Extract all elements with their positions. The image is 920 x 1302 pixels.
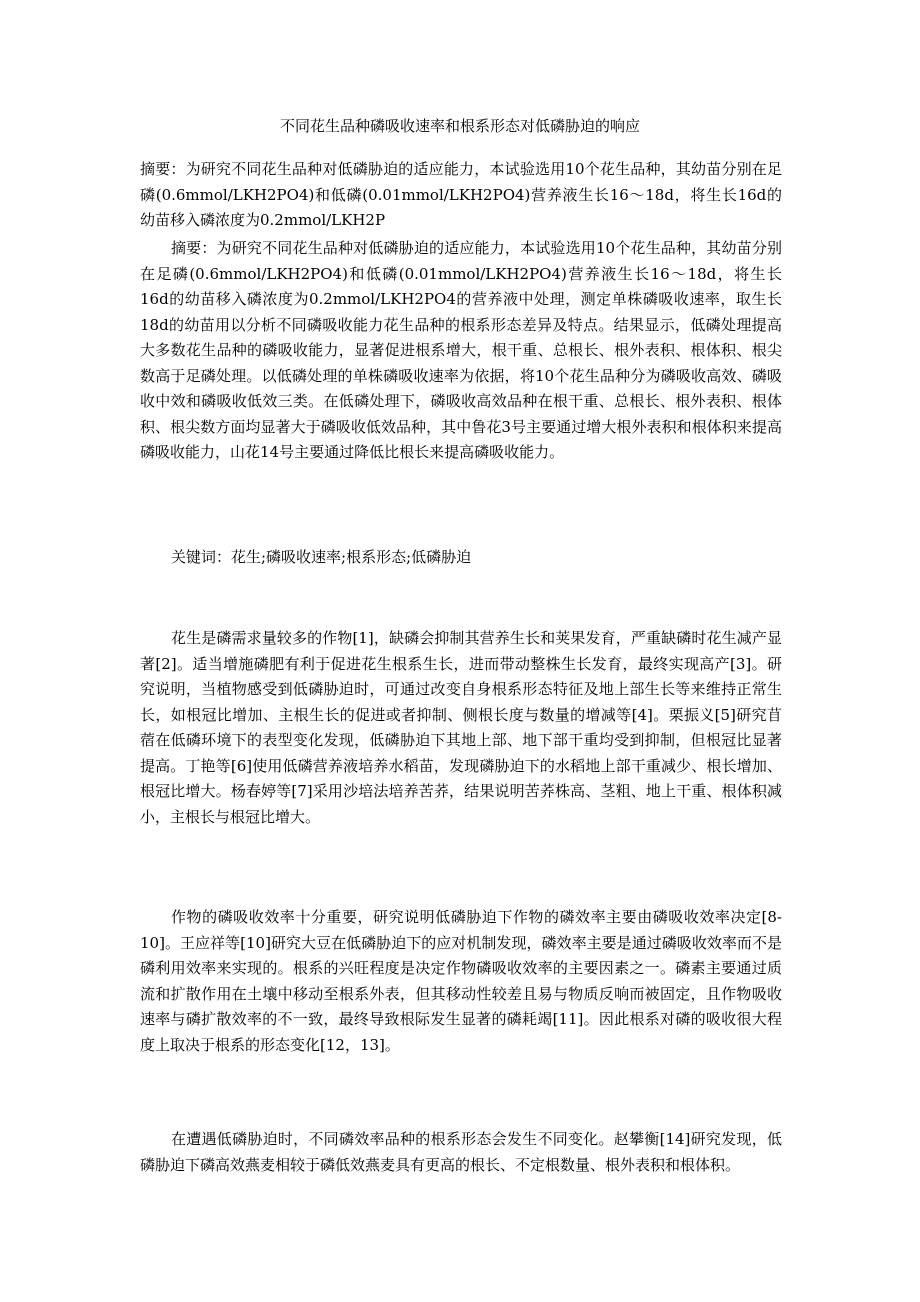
abstract-paragraph: 摘要：为研究不同花生品种对低磷胁迫的适应能力，本试验选用10个花生品种，其幼苗分别在足磷(0.6mmol/LKH2PO4)和低磷(0.01mmol/LKH2PO4)营养液生长16～18d，将生长16d的幼苗移入磷浓度为0.2mmol/LKH2PO4的营养液中处理，测定单株磷吸收速率，取生长18d的幼苗用以分析不同磷吸收能力花生品种的根系形态差异及特点。结果显示，低磷处理提高大多数花生品种的磷吸收能力，显著促进根系增大，根干重、总根长、根外表积、根体积、根尖数高于足磷处理。以低磷处理的单株磷吸收速率为依据，将10个花生品种分为磷吸收高效、磷吸收中效和磷吸收低效三类。在低磷处理下，磷吸收高效品种在根干重、总根长、根外表积、根体积、根尖数方面均显著大于磷吸收低效品种，其中鲁花3号主要通过增大根外表积和根体积来提高磷吸收能力，山花14号主要通过降低比根长来提高磷吸收能力。 [140, 239, 782, 461]
document-title: 不同花生品种磷吸收速率和根系形态对低磷胁迫的响应 [279, 117, 640, 135]
body-paragraph: 作物的磷吸收效率十分重要，研究说明低磷胁迫下作物的磷效率主要由磷吸收效率决定[8-10]。王应祥等[10]研究大豆在低磷胁迫下的应对机制发现，磷效率主要是通过磷吸收效率而不是磷利用效率来实现的。根系的兴旺程度是决定作物磷吸收效率的主要因素之一。磷素主要通过质流和扩散作用在土壤中移动至根系外表，但其移动性较差且易与物质反响而被固定，且作物吸收速率与磷扩散效率的不一致，最终导致根际发生显著的磷耗竭[11]。因此根系对磷的吸收很大程度上取决于根系的形态变化[12，13]。 [140, 908, 782, 1054]
abstract-summary: 摘要：为研究不同花生品种对低磷胁迫的适应能力，本试验选用10个花生品种，其幼苗分别在足磷(0.6mmol/LKH2PO4)和低磷(0.01mmol/LKH2PO4)营养液生长16～18d，将生长16d的幼苗移入磷浓度为0.2mmol/LKH2P [140, 160, 782, 229]
keywords-line: 关键词：花生;磷吸收速率;根系形态;低磷胁迫 [171, 548, 472, 566]
body-paragraph: 在遭遇低磷胁迫时，不同磷效率品种的根系形态会发生不同变化。赵攀衡[14]研究发现，低磷胁迫下磷高效燕麦相较于磷低效燕麦具有更高的根长、不定根数量、根外表积和根体积。 [140, 1130, 782, 1174]
body-paragraph: 花生是磷需求量较多的作物[1]，缺磷会抑制其营养生长和荚果发育，严重缺磷时花生减产显著[2]。适当增施磷肥有利于促进花生根系生长，进而带动整株生长发育，最终实现高产[3]。研究说明，当植物感受到低磷胁迫时，可通过改变自身根系形态特征及地上部生长等来维持正常生长，如根冠比增加、主根生长的促进或者抑制、侧根长度与数量的增减等[4]。栗振义[5]研究苜蓿在低磷环境下的表型变化发现，低磷胁迫下其地上部、地下部干重均受到抑制，但根冠比显著提高。丁艳等[6]使用低磷营养液培养水稻苗，发现磷胁迫下的水稻地上部干重减少、根长增加、根冠比增大。杨春婷等[7]采用沙培法培养苦荞，结果说明苦荞株高、茎粗、地上干重、根体积减小，主根长与根冠比增大。 [140, 629, 782, 826]
